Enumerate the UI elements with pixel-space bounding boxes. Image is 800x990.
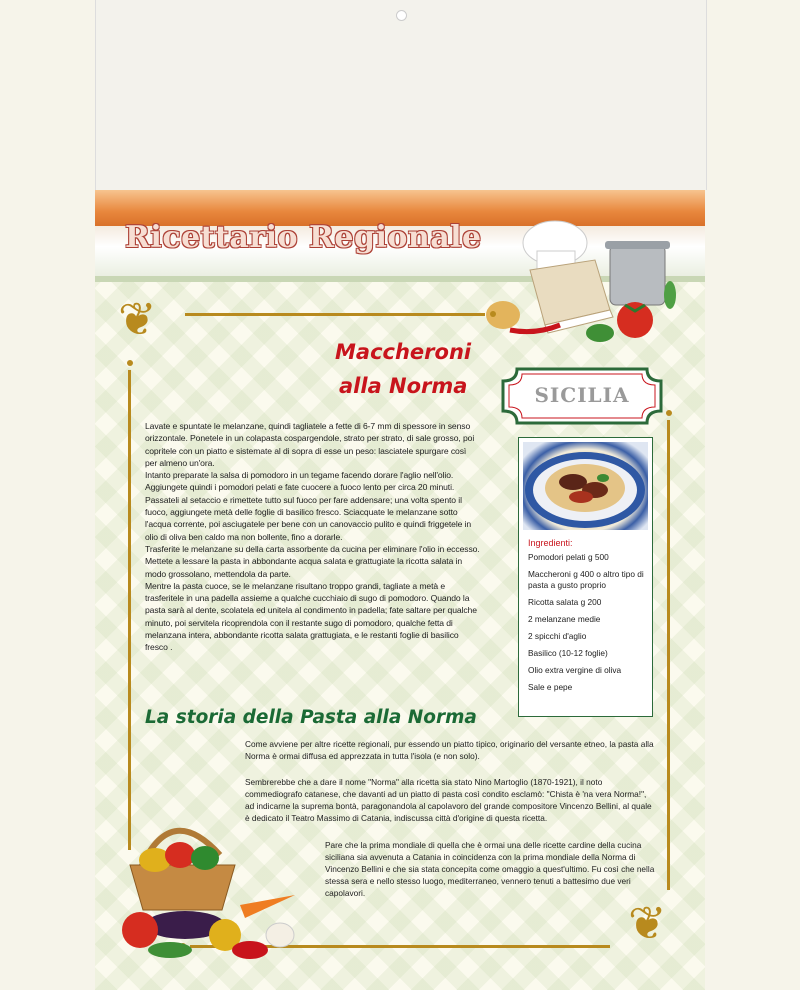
frame-line-top	[185, 313, 485, 316]
carrot-icon	[240, 895, 295, 918]
flourish-ornament-top-left: ❦	[118, 292, 157, 346]
blank-top-area	[95, 0, 707, 190]
instruction-paragraph: Intanto preparate la salsa di pomodoro in un tegame facendo dorare l'aglio nell'olio. Aggiungete quindi i pomodori pelati e fate cuocere a fuoco lento per circa 20 minuti. Passateli al setaccio e rimettete tutto sul fuoco per fare addensare; una volta spento il fuoco, aggiungete metà delle foglie di basilico fresco. Sciacquate le melanzane sotto l'acqua corrente, poi asciugatele per bene con un canovaccio pulito e quindi friggetele in olio di oliva ben caldo ma non bollente, fino a dorarle.	[145, 470, 472, 542]
story-title: La storia della Pasta alla Norma	[145, 707, 477, 728]
garlic-icon	[266, 923, 294, 947]
ingredient-item: Ricotta salata g 200	[528, 597, 602, 607]
recipe-title	[335, 335, 505, 403]
basil-icon	[586, 324, 614, 342]
story-paragraph: Sembrerebbe che a dare il nome "Norma" alla ricetta sia stato Nino Martoglio (1870-1921), il noto commediografo catanese, che davanti ad un piatto di pasta così condito esclamò: "Chista è 'na vera Norma!", ad indicarne la suprema bontà, paragonandola al capolavoro del grande compositore Vincenzo Bellini, al quale è dedicato il Teatro Massimo di Catania, indiscussa città d'origine di questa ricetta.	[245, 777, 652, 823]
tomato-icon	[617, 302, 653, 338]
ingredients-box	[518, 437, 653, 717]
instruction-paragraph: Mettete a lessare la pasta in abbondante acqua salata e grattugiate la ricotta salata in modo grossolano, mettendola da parte.	[145, 556, 463, 579]
story-paragraph: Pare che la prima mondiale di quella che è ormai una delle ricette cardine della cucina siciliana sia avvenuta a Catania in coincidenza con la prima mondiale della Norma di Vincenzo Bellini e che sia stata concepita come omaggio a quest'ultimo. Fu così che nella stessa sera e nello stesso luogo, mediterraneo, vennero tenuti a battesimo due veri capolavori.	[325, 840, 655, 898]
instruction-paragraph: Mentre la pasta cuoce, se le melanzane risultano troppo grandi, tagliate a metà e trasferitele in una padella assieme a qualche cucchiaio di sugo di pomodoro. Quando la pasta sarà al dente, scolatela ed unitela al condimento in padella; fate saltare per qualche minuto, poi servitela ricoprendola con il restante sugo di pomodoro, qualche fetta di melanzana intera, abbondante ricotta salata grattugiata, e le restanti foglie di basilico fresco .	[145, 580, 477, 653]
ingredient-item: Basilico (10-12 foglie)	[528, 648, 608, 658]
page-title: Ricettario Regionale	[125, 220, 482, 255]
frame-line-left	[128, 370, 131, 850]
ingredient-item: 2 melanzane medie	[528, 614, 601, 624]
recipe-title-line1: Maccheroni	[335, 340, 472, 364]
frame-dot	[490, 311, 496, 317]
basket-icon	[130, 865, 235, 910]
ingredient-item: Olio extra vergine di oliva	[528, 665, 622, 675]
story-paragraph: Come avviene per altre ricette regionali, pur essendo un piatto tipico, originario del versante etneo, la pasta alla Norma è ormai diffusa ed apprezzata in tutta l'isola (e non solo).	[245, 739, 654, 761]
pasta-dish-photo	[523, 442, 648, 530]
tomato-icon	[122, 912, 158, 948]
recipe-instructions	[145, 420, 480, 654]
ingredients-list	[528, 552, 653, 699]
ingredient-item: Pomodori pelati g 500	[528, 552, 609, 562]
frame-line-right	[667, 420, 670, 890]
ingredients-title: Ingredienti:	[528, 538, 573, 548]
pot-icon	[610, 245, 665, 305]
instruction-paragraph: Lavate e spuntate le melanzane, quindi tagliatele a fette di 6-7 mm di spessore in senso orizzontale. Ponetele in un colapasta cospargendole, strato per strato, di sale grosso, poi copritele con un piatto e sistemate al di sopra di esse un peso: lasciatele spurgare così per almeno un'ora.	[145, 421, 475, 468]
region-label: SICILIA	[534, 383, 630, 407]
ingredient-item: Sale e pepe	[528, 682, 573, 692]
vegetable-basket-illustration	[110, 800, 310, 965]
instruction-paragraph: Trasferite le melanzane su della carta assorbente da cucina per eliminare l'olio in eccesso.	[145, 543, 480, 554]
ingredient-item: 2 spicchi d'aglio	[528, 631, 587, 641]
hanging-hole	[396, 10, 407, 21]
frame-dot	[127, 360, 133, 366]
chef-illustration	[485, 215, 695, 345]
ingredient-item: Maccheroni g 400 o altro tipo di pasta a gusto proprio	[528, 569, 644, 590]
recipe-title-line2: alla Norma	[339, 374, 468, 398]
flourish-ornament-bottom-right: ❦	[628, 896, 667, 950]
region-badge	[497, 363, 667, 429]
